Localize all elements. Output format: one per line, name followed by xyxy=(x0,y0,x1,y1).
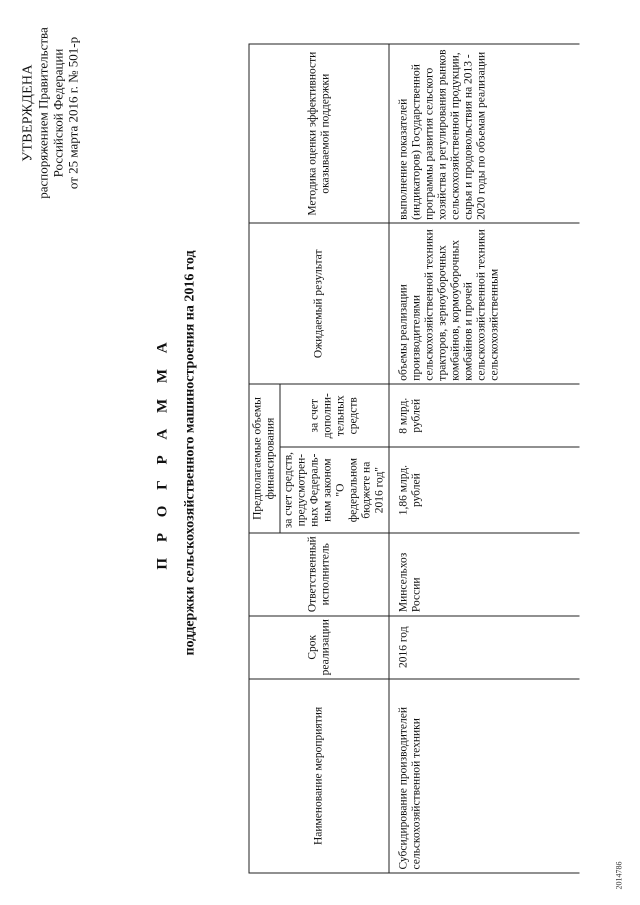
program-title: П Р О Г Р А М М А xyxy=(154,335,170,570)
header-funding-federal: за счет средств, предусмотрен-ных Федераль-ным законом "О федеральном бюджете на 2016 год" xyxy=(280,447,389,533)
header-funding-group: Предполагаемые объемы финансирования xyxy=(249,384,280,533)
header-method: Методика оценки эффективности оказываемой поддержки xyxy=(249,44,389,223)
cell-funding-extra: 8 млрд. рублей xyxy=(389,384,579,447)
cell-name: Субсидирование производителей сельскохозяйственной техники xyxy=(389,678,579,872)
program-subtitle: поддержки сельскохозяйственного машиностроения на 2016 год xyxy=(182,249,197,656)
approval-title: УТВЕРЖДЕНА xyxy=(20,63,35,162)
cell-method: выполнение показателей (индикаторов) Государственной программы развития сельского хозяйства и регулирования рынков сельскохозяйственной продукции, сырья и продовольствия на 2013 - 2020 годы по объемам реализации xyxy=(389,44,579,223)
cell-term: 2016 год xyxy=(389,615,579,678)
cell-funding-federal: 1,86 млрд. рублей xyxy=(389,447,579,533)
approval-line-3: от 25 марта 2016 г. № 501-р xyxy=(65,36,80,189)
approval-line-2: Российской Федерации xyxy=(50,48,65,177)
program-table xyxy=(248,43,579,873)
table-row xyxy=(389,44,579,873)
header-executor: Ответственный исполнитель xyxy=(249,532,389,615)
cell-result: объемы реализации производителями сельскохозяйственной техники тракторов, зерноуборочных комбайнов, кормоуборочных комбайнов и прочей сельскохозяйственной техники сельскохозяйственным xyxy=(389,223,579,384)
header-term: Срок реализации xyxy=(249,615,389,678)
cell-executor: Минсельхоз России xyxy=(389,532,579,615)
approval-line-1: распоряжением Правительства xyxy=(35,26,50,199)
approval-stamp xyxy=(20,10,80,215)
header-result: Ожидаемый результат xyxy=(249,223,389,384)
footer-code: 2014786 xyxy=(614,861,623,889)
header-name: Наименование мероприятия xyxy=(249,678,389,872)
header-funding-extra: за счет дополни-тельных средств xyxy=(280,384,389,447)
